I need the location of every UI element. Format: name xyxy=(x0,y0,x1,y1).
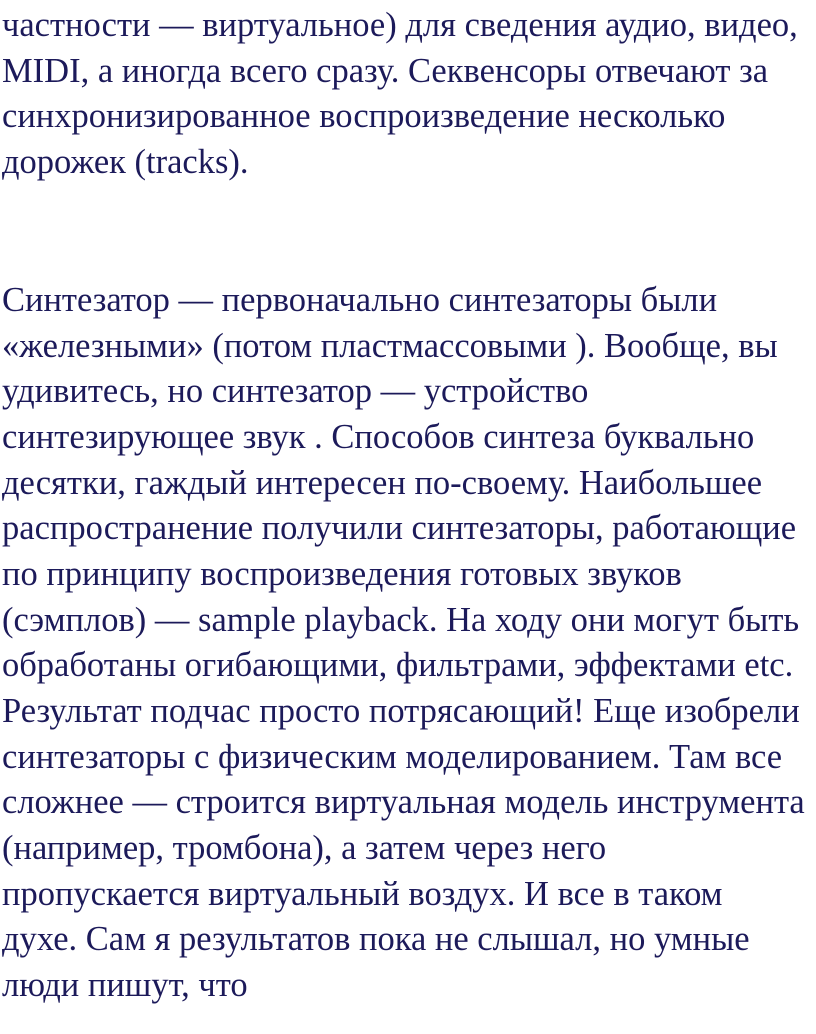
paragraph-line: Результат подчас просто потрясающий! Еще изобрели xyxy=(2,692,800,730)
paragraph-line: пропускается виртуальный воздух. И все в таком xyxy=(2,875,723,913)
paragraph-line: синтезирующее звук . Способов синтеза буквально xyxy=(2,418,755,456)
paragraph-line: дорожек (tracks). xyxy=(2,143,249,181)
paragraph-line: «железными» (потом пластмассовыми ). Вообще, вы xyxy=(2,327,778,365)
paragraph-line: MIDI, а иногда всего сразу. Секвенсоры отвечают за xyxy=(2,52,769,90)
paragraph-line: сложнее — строится виртуальная модель инструмента xyxy=(2,783,805,821)
paragraph-line: синхронизированное воспроизведение несколько xyxy=(2,97,726,135)
paragraph-line: десятки, гаждый интересен по-своему. Наибольшее xyxy=(2,464,763,502)
paragraph-line: люди пишут, что xyxy=(2,966,248,1004)
paragraph-line: (сэмплов) — sample playback. На ходу они могут быть xyxy=(2,601,800,639)
paragraph-line: распространение получили синтезаторы, работающие xyxy=(2,509,797,547)
paragraph-line: частности — виртуальное) для сведения аудио, видео, xyxy=(2,6,798,44)
paragraph-line: по принципу воспроизведения готовых звуков xyxy=(2,555,682,593)
paragraph-line: удивитесь, но синтезатор — устройство xyxy=(2,372,589,410)
paragraph-line: обработаны огибающими, фильтрами, эффектами etc. xyxy=(2,646,794,684)
paragraph-line: (например, тромбона), а затем через него xyxy=(2,829,607,867)
paragraph-line: синтезаторы с физическим моделированием. Там все xyxy=(2,738,783,776)
paragraph-line: духе. Сам я результатов пока не слышал, но умные xyxy=(2,920,750,958)
paragraph-line: Синтезатор — первоначально синтезаторы были xyxy=(2,281,718,319)
